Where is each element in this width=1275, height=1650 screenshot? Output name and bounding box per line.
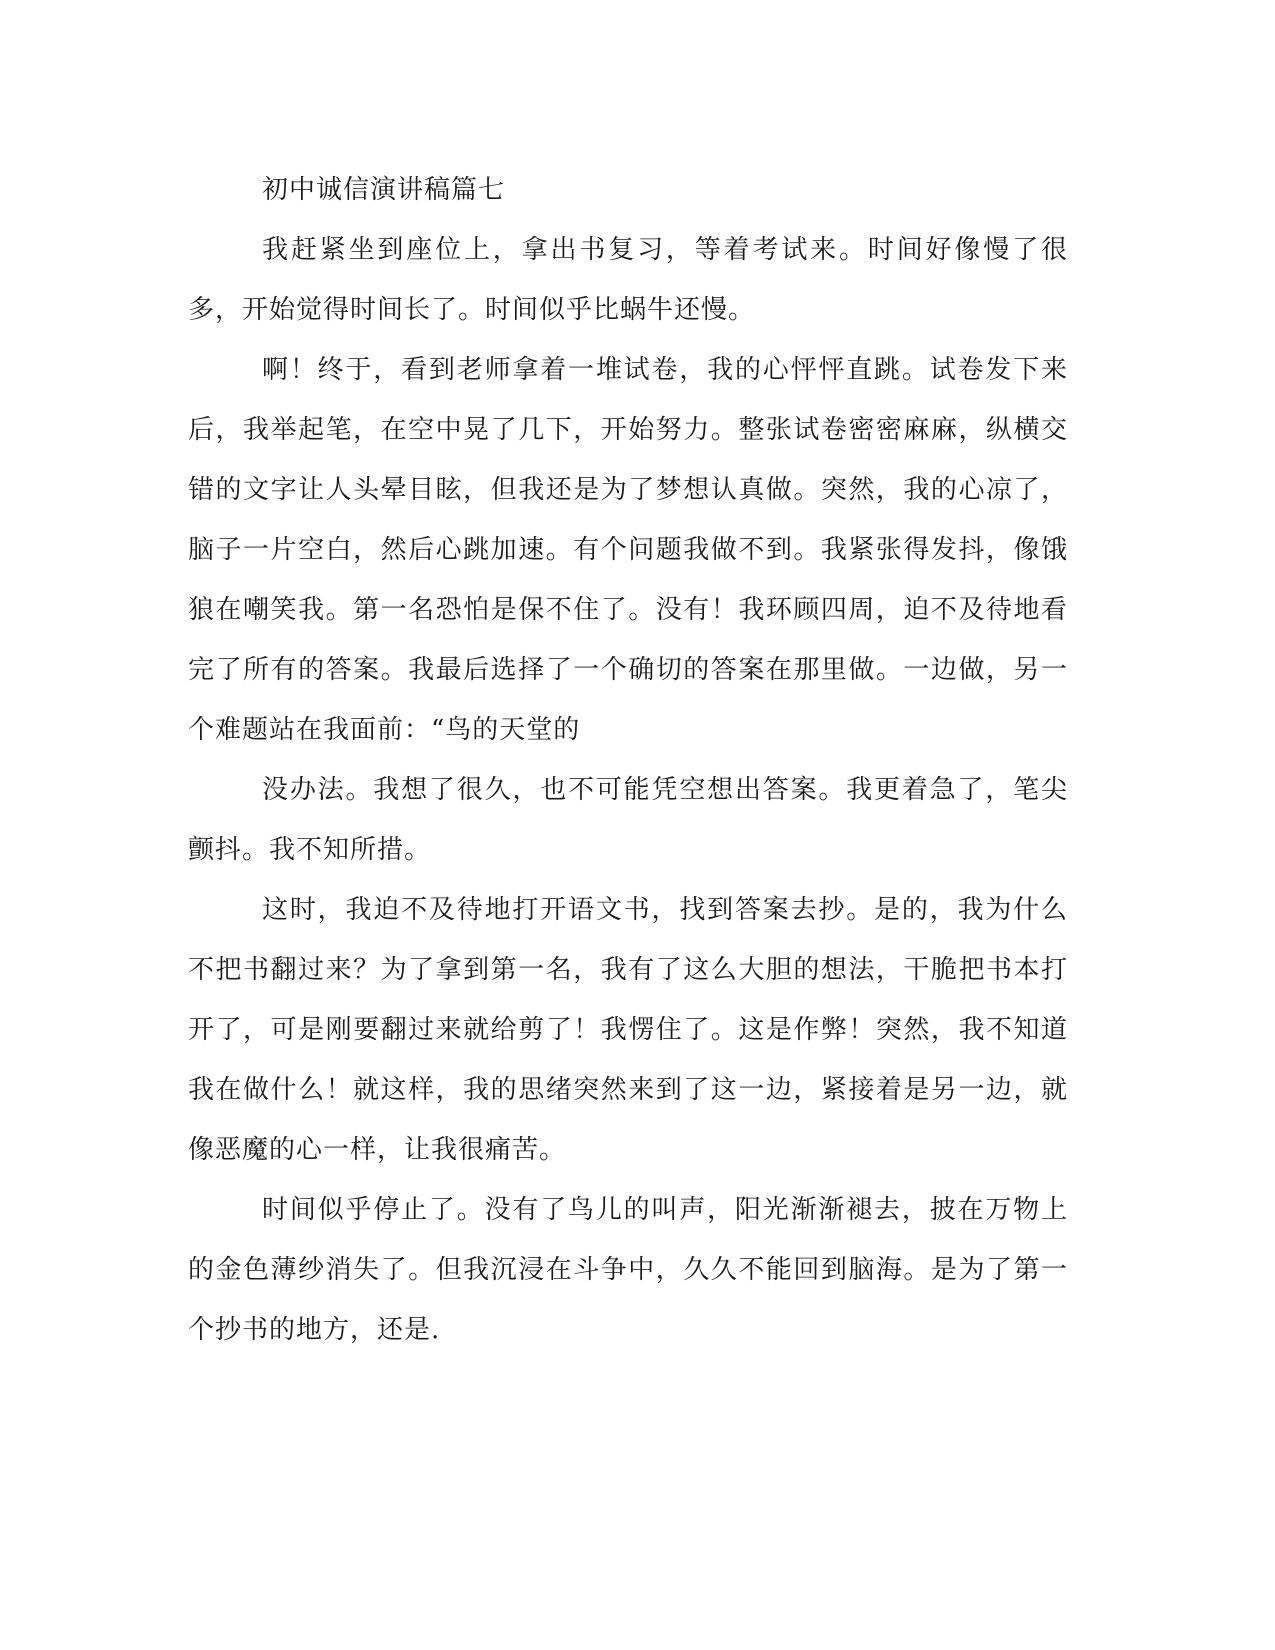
paragraph-2: 啊！终于，看到老师拿着一堆试卷，我的心怦怦直跳。试卷发下来后，我举起笔，在空中晃了几下，开始努力。整张试卷密密麻麻，纵横交错的文字让人头晕目眩，但我还是为了梦想认真做。突然，我的心凉了，脑子一片空白，然后心跳加速。有个问题我做不到。我紧张得发抖，像饿狼在嘲笑我。第一名恐怕是保不住了。没有！我环顾四周，迫不及待地看完了所有的答案。我最后选择了一个确切的答案在那里做。一边做，另一个难题站在我面前：“鸟的天堂的 [188,355,1068,745]
paragraph-1: 我赶紧坐到座位上，拿出书复习，等着考试来。时间好像慢了很多，开始觉得时间长了。时间似乎比蜗牛还慢。 [188,235,1068,325]
paragraph-3: 没办法。我想了很久，也不可能凭空想出答案。我更着急了，笔尖颤抖。我不知所措。 [188,775,1068,865]
paragraph-5: 时间似乎停止了。没有了鸟儿的叫声，阳光渐渐褪去，披在万物上的金色薄纱消失了。但我沉浸在斗争中，久久不能回到脑海。是为了第一个抄书的地方，还是. [188,1195,1068,1345]
document-body [188,160,1068,1360]
document-title: 初中诚信演讲稿篇七 [262,175,506,205]
paragraph-4: 这时，我迫不及待地打开语文书，找到答案去抄。是的，我为什么不把书翻过来？为了拿到第一名，我有了这么大胆的想法，干脆把书本打开了，可是刚要翻过来就给剪了！我愣住了。这是作弊！突然，我不知道我在做什么！就这样，我的思绪突然来到了这一边，紧接着是另一边，就像恶魔的心一样，让我很痛苦。 [188,895,1068,1165]
